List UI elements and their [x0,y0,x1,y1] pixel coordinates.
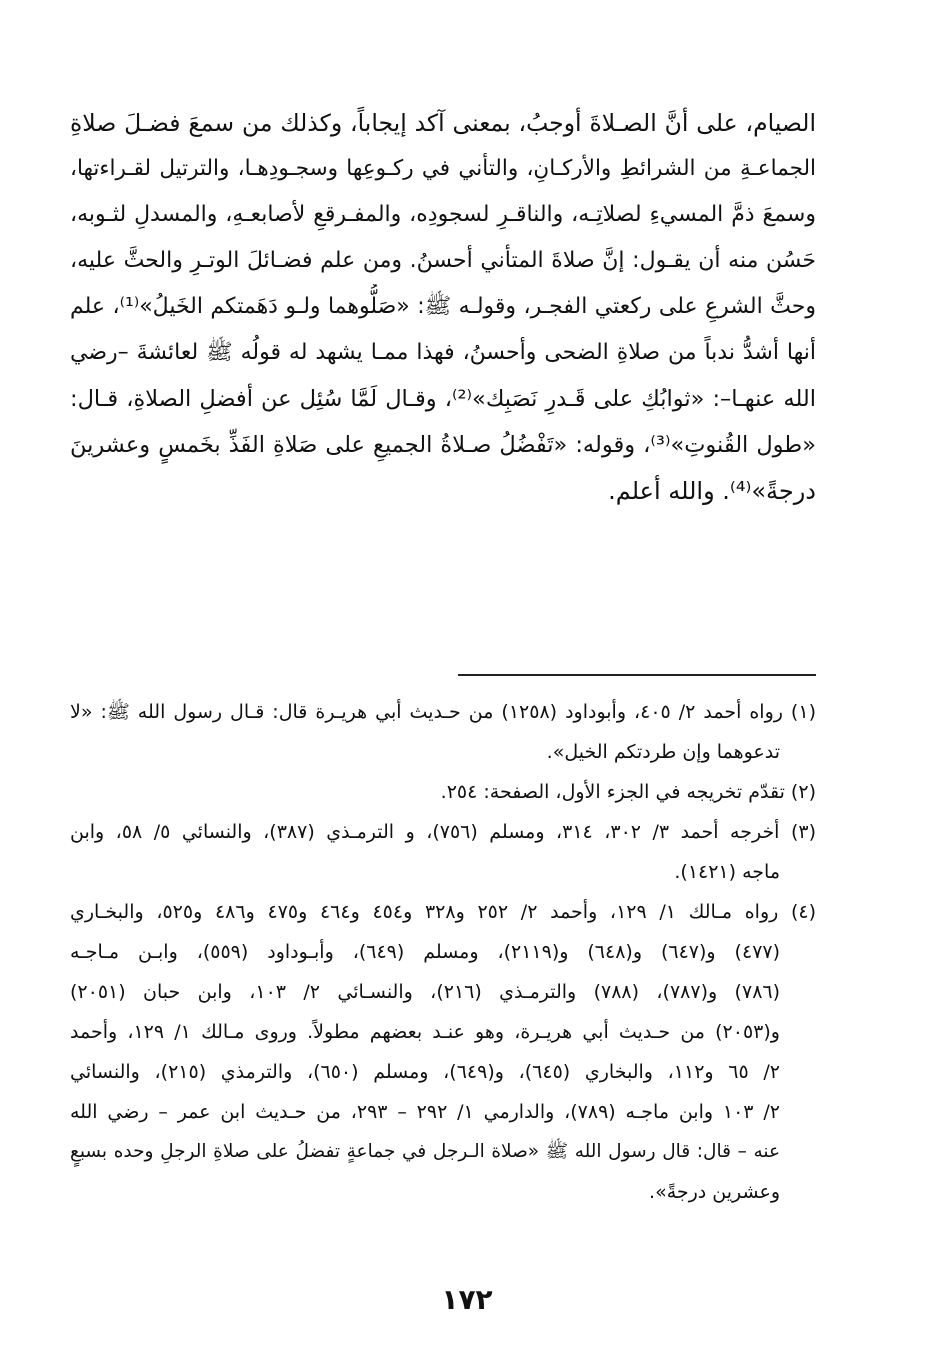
body-line: أنها أشدُّ ندباً من صلاةِ الضحى وأحسنُ، فهذا ممـا يشهد له قولُه ﷺ لعائشةَ –رضي [70,340,816,365]
footnote-separator [458,674,816,676]
footnote-3-line: (٣) أخرجه أحمد ٣/ ٣٠٢، ٣١٤، ومسلم (٧٥٦)، و الترمـذي (٣٨٧)، والنسائي ٥/ ٥٨، وابن [70,821,816,843]
footnote-4-line: و(٢٠٥٣) من حـديث أبي هريـرة، وهو عنـد بعضهم مطولاً. وروى مـالك ١/ ١٢٩، وأحمد [70,1021,780,1043]
body-line: الجماعـةِ من الشرائطِ والأركـانِ، والتأني في ركـوعِها وسجـودِهـا، والترتيل لقـراءتها، [70,156,816,181]
footnotes [70,692,816,1212]
footnote-4-line: (٤٧٧) و(٦٤٧) و(٦٤٨) و(٢١١٩)، ومسلم (٦٤٩)، وأبـوداود (٥٥٩)، وابـن مـاجـه [70,941,781,963]
page-number: ١٧٢ [441,1283,493,1316]
body-line: وسمعَ ذمَّ المسيءِ لصلاتِـه، والناقـرِ لسجودِه، والمفـرقعِ لأصابعـهِ، والمسدلِ لثـوبه، [70,202,816,227]
footnote-1-line: (١) رواه أحمد ٢/ ٤٠٥، وأبوداود (١٢٥٨) من حـديث أبي هريـرة قال: قـال رسول الله ﷺ: «لا [70,701,816,723]
footnote-4-line: عنه – قال: قال رسول الله ﷺ «صلاة الـرجل في جماعةٍ تفضلُ على صلاةِ الرجلِ وحده بسبعٍ [70,1141,780,1162]
body-line: الصيام، على أنَّ الصـلاةَ أوجبُ، بمعنى آكد إيجاباً، وكذلك من سمعَ فضـلَ صلاةِ [70,109,816,137]
footnote-4-line: (٤) رواه مـالك ١/ ١٢٩، وأحمد ٢/ ٢٥٢ و٣٢٨ و٤٥٤ و٤٦٤ و٤٧٥ و٤٨٦ و٥٢٥، والبخـاري [70,901,816,923]
footnote-4-line: (٧٨٦) و(٧٨٧)، (٧٨٨) والترمـذي (٢١٦)، والنسـائي ٢/ ١٠٣، وابن حبان (٢٠٥١) [70,981,781,1003]
body-line: الله عنهـا–: «ثوابُكِ على قَـدرِ نَصَبِك»⁽²⁾، وقـال لَمَّا سُئِل عن أفضلِ الصلاةِ، قـال: [70,386,816,412]
footnote-4-line: وعشرين درجةً». [649,1181,780,1203]
footnote-3-line: ماجه (١٤٢١). [674,861,780,883]
body-line: حَسُن منه أن يقـول: إنَّ صلاةَ المتأني أحسنُ. ومن علم فضـائلَ الوتـرِ والحثَّ عليه، [70,248,816,273]
main-body-text [70,100,816,514]
footnote-2-line: (٢) تقدّم تخريجه في الجزء الأول، الصفحة: ٢٥٤. [440,781,816,803]
body-line: «طول القُنوتِ»⁽³⁾، وقوله: «تَفْضُلُ صـلاةُ الجميعِ على صَلاةِ الفَذِّ بخَمسٍ وعشرينَ [70,432,816,458]
body-line: وحثَّ الشرعِ على ركعتي الفجـر، وقولـه ﷺ: «صَلُّوهما ولـو دَهَمتكم الخَيلُ»⁽¹⁾، علم [70,294,816,319]
footnote-1-line: تدعوهما وإن طردتكم الخيل». [546,741,780,763]
footnote-4-line: ٢/ ٦٥ و١١٢، والبخاري (٦٤٥)، و(٦٤٩)، ومسلم (٦٥٠)، والترمذي (٢١٥)، والنسائي [70,1061,780,1083]
body-line-last: درجةً»⁽⁴⁾. والله أعلم. [608,477,816,505]
footnote-4-line: ٢/ ١٠٣ وابن ماجـه (٧٨٩)، والدارمي ١/ ٢٩٢ – ٢٩٣، من حـديث ابن عمر – رضي الله [70,1101,780,1123]
